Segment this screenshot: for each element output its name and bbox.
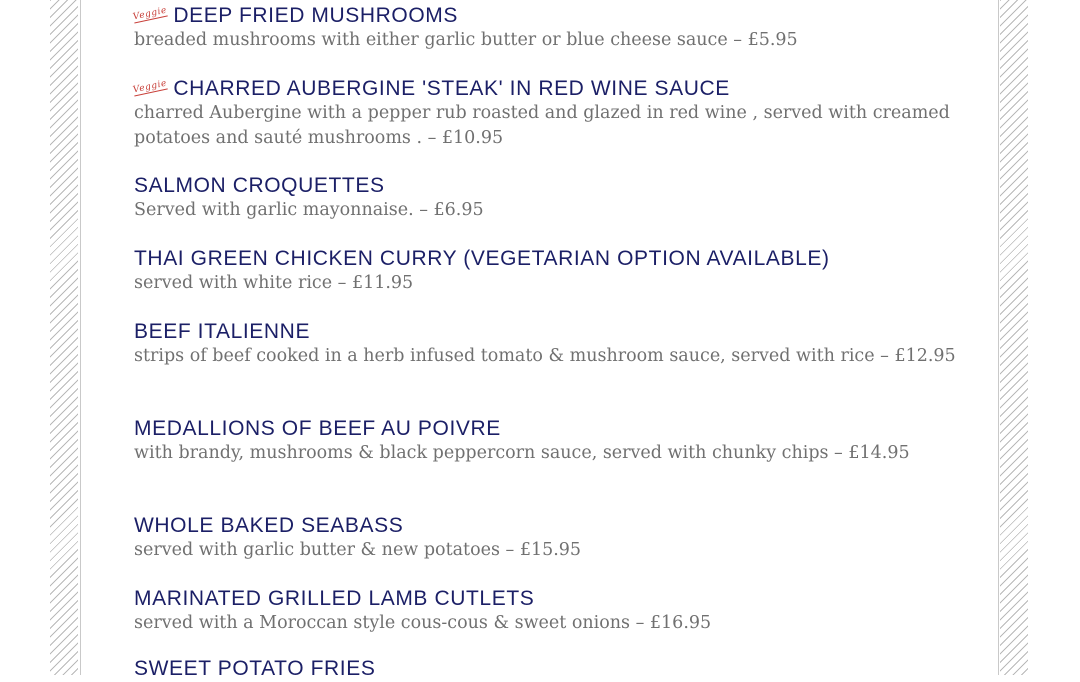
item-title: MARINATED GRILLED LAMB CUTLETS (134, 587, 535, 610)
right-hatched-border (1000, 0, 1028, 675)
item-title: WHOLE BAKED SEABASS (134, 514, 404, 537)
menu-item (134, 513, 974, 563)
item-title: CHARRED AUBERGINE 'STEAK' IN RED WINE SAUCE (173, 77, 730, 100)
right-border-rule (998, 0, 999, 675)
item-title: BEEF ITALIENNE (134, 320, 311, 343)
menu-item (134, 173, 974, 223)
item-description: served with a Moroccan style cous-cous & sweet onions – £16.95 (134, 613, 712, 633)
item-description: charred Aubergine with a pepper rub roasted and glazed in red wine , served with creamed potatoes and sauté mushrooms . – £10.95 (134, 103, 950, 148)
menu-item (134, 246, 974, 296)
menu-item (134, 586, 974, 636)
veggie-badge-icon: Veggie (132, 78, 168, 96)
item-description: served with white rice – £11.95 (134, 273, 414, 293)
menu-item (134, 416, 974, 466)
menu-item (134, 76, 974, 150)
veggie-badge-icon: Veggie (132, 5, 168, 23)
item-title: THAI GREEN CHICKEN CURRY (VEGETARIAN OPTION AVAILABLE) (134, 247, 830, 270)
item-description: Served with garlic mayonnaise. – £6.95 (134, 200, 484, 220)
menu-item (134, 656, 974, 682)
item-title: DEEP FRIED MUSHROOMS (173, 4, 458, 27)
item-title: MEDALLIONS OF BEEF AU POIVRE (134, 417, 501, 440)
item-description: with brandy, mushrooms & black peppercorn sauce, served with chunky chips – £14.95 (134, 443, 910, 463)
menu-item (134, 3, 974, 53)
item-title-row (134, 3, 974, 29)
menu-item (134, 319, 974, 369)
left-hatched-border (50, 0, 78, 675)
item-title: SWEET POTATO FRIES (134, 657, 376, 680)
item-description: breaded mushrooms with either garlic butter or blue cheese sauce – £5.95 (134, 30, 798, 50)
item-title: SALMON CROQUETTES (134, 174, 385, 197)
item-description: served with garlic butter & new potatoes – £15.95 (134, 540, 582, 560)
item-title-row (134, 76, 974, 102)
item-description: strips of beef cooked in a herb infused tomato & mushroom sauce, served with rice – £12.95 (134, 346, 956, 366)
left-border-rule (80, 0, 81, 675)
